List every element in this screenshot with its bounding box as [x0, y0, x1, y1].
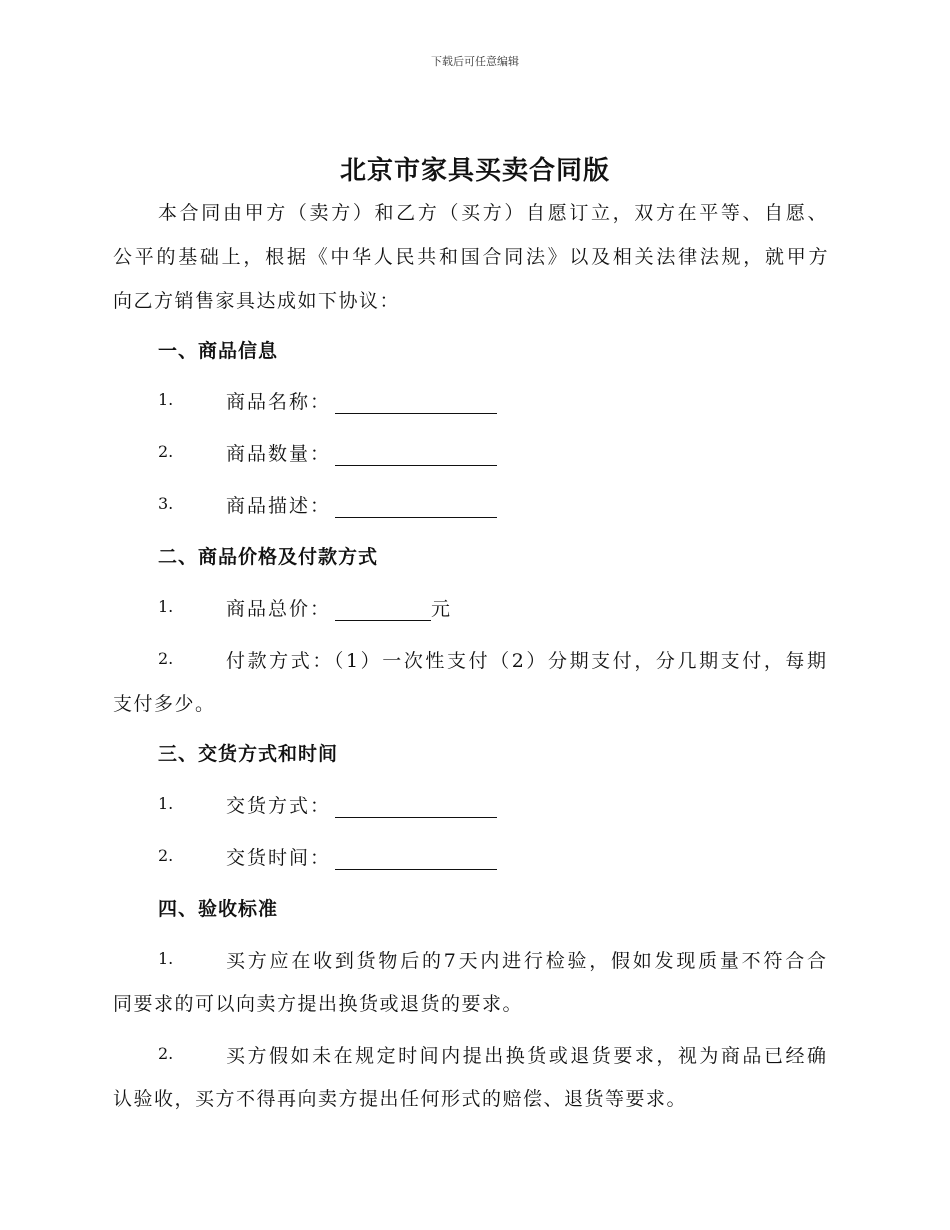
item-number: 2. — [158, 442, 174, 461]
item-number: 1. — [158, 794, 174, 813]
payment-method-text: 付款方式：（1）一次性支付（2）分期支付，分几期支付，每期 — [226, 650, 828, 672]
blank-line — [335, 394, 497, 414]
blank-line — [335, 850, 497, 870]
section-heading-2: 二、商品价格及付款方式 — [158, 546, 379, 568]
payment-method-continuation: 支付多少。 — [113, 693, 216, 715]
intro-line-1: 本合同由甲方（卖方）和乙方（买方）自愿订立，双方在平等、自愿、 — [158, 202, 828, 224]
field-product-quantity — [226, 439, 497, 466]
acceptance-clause-1: 买方应在收到货物后的7天内进行检验，假如发现质量不符合合 — [226, 950, 828, 972]
intro-line-3: 向乙方销售家具达成如下协议： — [113, 290, 401, 312]
blank-line — [335, 446, 497, 466]
field-product-description — [226, 491, 497, 518]
currency-unit: 元 — [431, 598, 453, 620]
field-label: 商品总价： — [226, 598, 332, 620]
document-title: 北京市家具买卖合同版 — [339, 156, 610, 186]
acceptance-clause-2-continuation: 认验收，买方不得再向卖方提出任何形式的赔偿、退货等要求。 — [113, 1088, 688, 1110]
field-label: 交货方式： — [226, 795, 332, 817]
item-number: 3. — [158, 494, 174, 513]
item-number: 1. — [158, 597, 174, 616]
acceptance-clause-2: 买方假如未在规定时间内提出换货或退货要求，视为商品已经确 — [226, 1045, 828, 1067]
field-label: 商品描述： — [226, 495, 332, 517]
field-total-price — [226, 594, 452, 621]
page-header: 下载后可任意编辑 — [431, 55, 519, 68]
field-product-name — [226, 387, 497, 414]
field-delivery-time — [226, 843, 497, 870]
item-number: 2. — [158, 1044, 174, 1063]
field-label: 交货时间： — [226, 847, 332, 869]
acceptance-clause-1-continuation: 同要求的可以向卖方提出换货或退货的要求。 — [113, 993, 524, 1015]
blank-line — [335, 601, 431, 621]
item-number: 2. — [158, 649, 174, 668]
section-heading-4: 四、验收标准 — [158, 898, 279, 920]
blank-line — [335, 498, 497, 518]
field-delivery-method — [226, 791, 497, 818]
item-number: 1. — [158, 949, 174, 968]
section-heading-1: 一、商品信息 — [158, 340, 279, 362]
item-number: 1. — [158, 390, 174, 409]
blank-line — [335, 798, 497, 818]
field-label: 商品名称： — [226, 391, 332, 413]
intro-line-2: 公平的基础上，根据《中华人民共和国合同法》以及相关法律法规，就甲方 — [113, 246, 829, 268]
section-heading-3: 三、交货方式和时间 — [158, 743, 339, 765]
field-label: 商品数量： — [226, 443, 332, 465]
item-number: 2. — [158, 846, 174, 865]
